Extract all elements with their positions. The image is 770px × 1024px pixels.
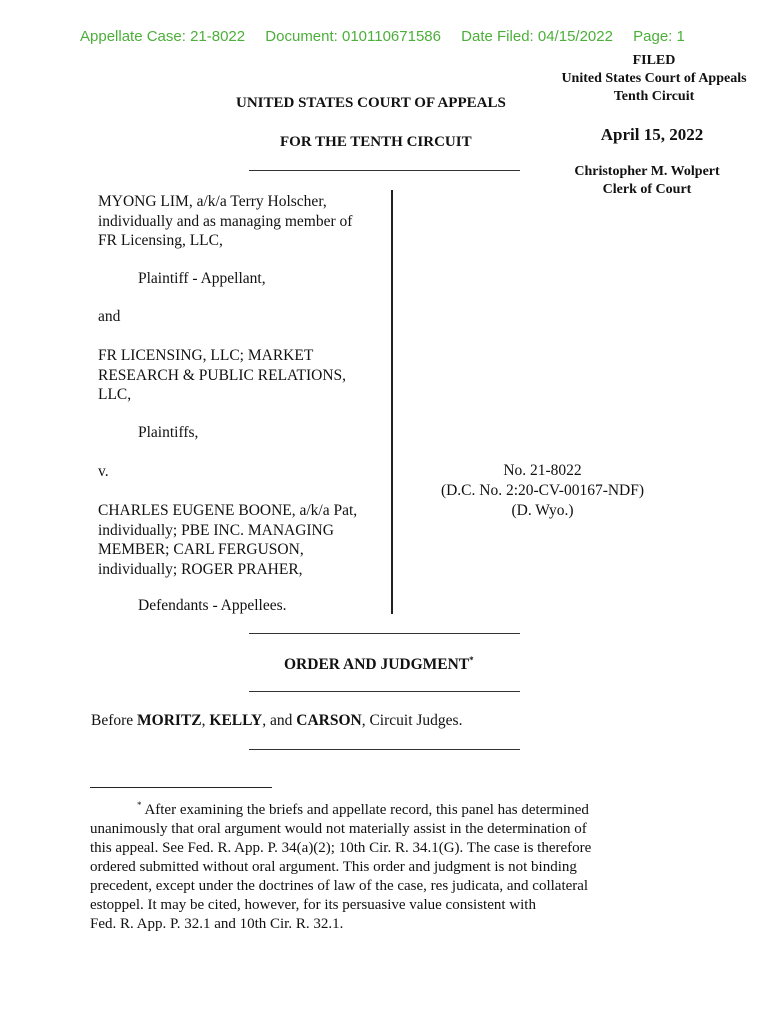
divider <box>249 691 520 692</box>
footnote-line: estoppel. It may be cited, however, for its persuasive value consistent with <box>90 897 536 913</box>
document-title <box>284 655 474 674</box>
case-number-header: Appellate Case: 21-8022 <box>80 28 246 45</box>
appellant-role: Plaintiff - Appellant, <box>138 270 266 287</box>
versus: v. <box>98 463 109 480</box>
footnote-rule <box>90 787 272 788</box>
footnote-text: After examining the briefs and appellate record, this panel has determined <box>144 802 589 818</box>
footnote <box>90 796 690 934</box>
footnote-line: ordered submitted without oral argument. This order and judgment is not binding <box>90 859 577 875</box>
title-text: ORDER AND JUDGMENT <box>284 656 470 674</box>
and-connector: and <box>98 308 121 325</box>
clerk-name: Christopher M. Wolpert <box>574 164 720 179</box>
footnote-line: Fed. R. App. P. 32.1 and 10th Cir. R. 32.1. <box>90 916 344 932</box>
page-number-header: Page: 1 <box>633 28 685 45</box>
plaintiffs-party <box>98 346 346 405</box>
plaintiffs-role: Plaintiffs, <box>138 424 199 441</box>
judge-name: MORITZ <box>137 712 202 729</box>
divider <box>249 633 520 634</box>
stamp-circuit: Tenth Circuit <box>613 89 695 104</box>
document-header-bar <box>80 28 701 45</box>
party-line: MEMBER; CARL FERGUSON, <box>98 541 304 558</box>
district-court: (D. Wyo.) <box>511 502 574 519</box>
footnote-line: unanimously that oral argument would not materially assist in the determination of <box>90 821 587 837</box>
defendants-role: Defendants - Appellees. <box>138 597 287 614</box>
filed-stamp <box>544 52 764 106</box>
date-filed-header: Date Filed: 04/15/2022 <box>461 28 613 45</box>
filed-label: FILED <box>632 53 676 68</box>
footnote-line: precedent, except under the doctrines of law of the case, res judicata, and collateral <box>90 878 589 894</box>
party-line: CHARLES EUGENE BOONE, a/k/a Pat, <box>98 502 358 519</box>
party-line: LLC, <box>98 386 132 403</box>
divider <box>249 749 520 750</box>
separator: , and <box>262 712 297 729</box>
divider <box>249 170 520 171</box>
party-line: MYONG LIM, a/k/a Terry Holscher, <box>98 193 327 210</box>
defendants-party <box>98 501 357 579</box>
party-line: FR LICENSING, LLC; MARKET <box>98 347 314 364</box>
footnote-marker: * <box>137 800 142 810</box>
district-case-number: (D.C. No. 2:20-CV-00167-NDF) <box>440 482 645 499</box>
before-suffix: , Circuit Judges. <box>361 712 463 729</box>
judge-name: CARSON <box>296 712 362 729</box>
appellant-party <box>98 192 352 251</box>
party-line: RESEARCH & PUBLIC RELATIONS, <box>98 366 347 384</box>
separator: , <box>201 712 210 729</box>
filed-date: April 15, 2022 <box>600 125 704 144</box>
judge-name: KELLY <box>209 712 263 729</box>
footnote-line <box>90 796 690 820</box>
clerk-title: Clerk of Court <box>602 182 692 197</box>
circuit-name: FOR THE TENTH CIRCUIT <box>280 134 472 150</box>
document-number-header: Document: 010110671586 <box>265 28 441 45</box>
stamp-court: United States Court of Appeals <box>561 71 747 86</box>
appeal-number: No. 21-8022 <box>503 462 582 479</box>
caption-divider <box>391 190 393 614</box>
party-line: individually; PBE INC. MANAGING <box>98 521 334 539</box>
court-name: UNITED STATES COURT OF APPEALS <box>236 95 506 111</box>
party-line: individually and as managing member of <box>98 212 353 230</box>
party-line: FR Licensing, LLC, <box>98 232 223 249</box>
footnote-line: this appeal. See Fed. R. App. P. 34(a)(2); 10th Cir. R. 34.1(G). The case is therefore <box>90 840 592 856</box>
footnote-marker: * <box>469 655 474 665</box>
before-prefix: Before <box>91 712 138 729</box>
case-number-block <box>420 461 665 521</box>
panel-line <box>91 712 462 730</box>
clerk-block <box>552 163 742 199</box>
party-line: individually; ROGER PRAHER, <box>98 560 303 578</box>
